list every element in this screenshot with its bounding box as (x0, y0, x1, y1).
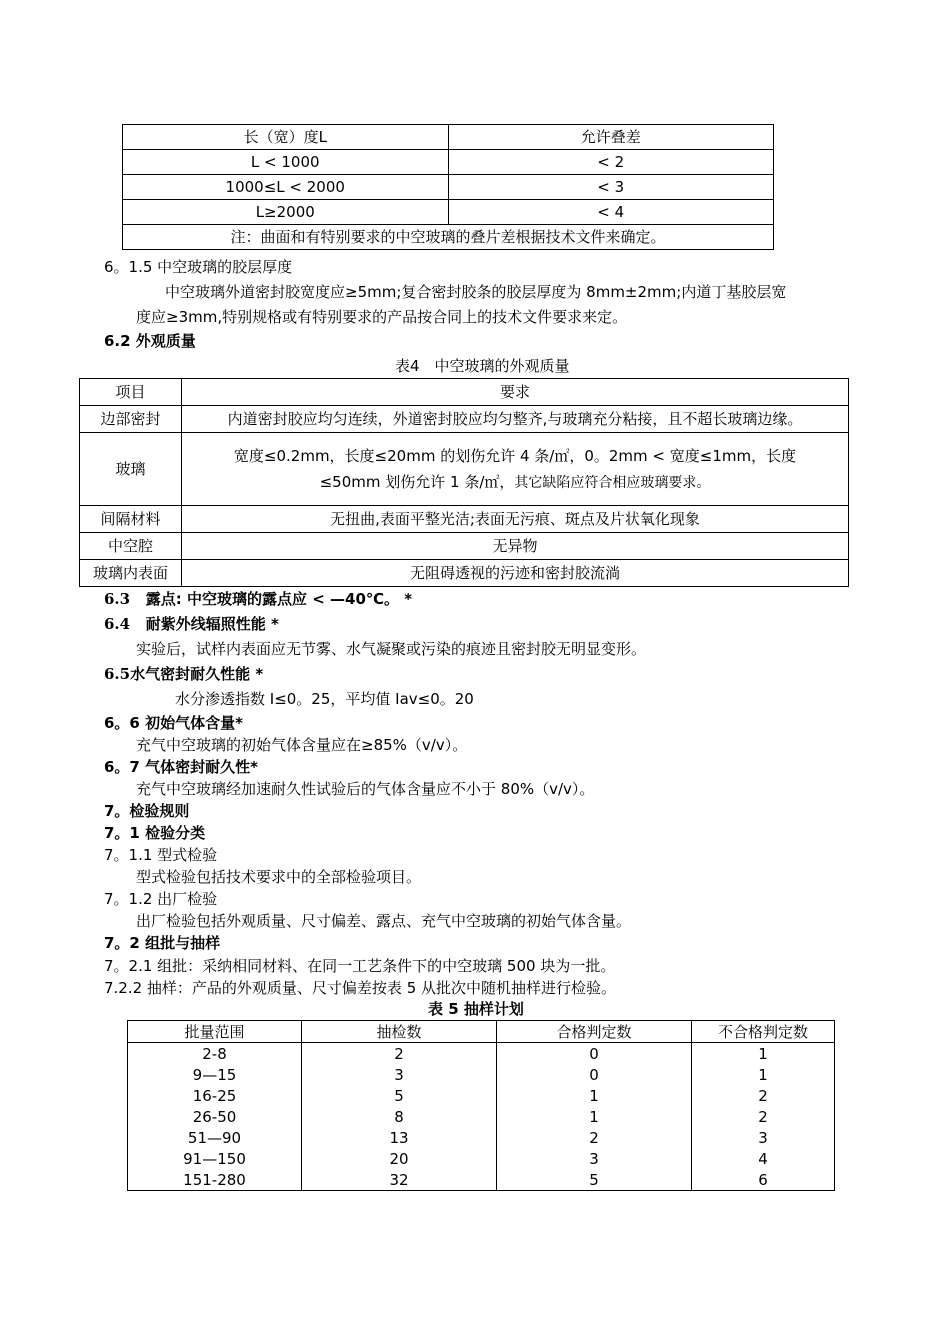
table-cell: 13 (302, 1127, 497, 1148)
table-cell: 无扭曲,表面平整光洁;表面无污痕、斑点及片状氧化现象 (182, 506, 849, 533)
table-cell: L < 1000 (123, 150, 449, 175)
table-cell: < 3 (448, 175, 774, 200)
table-row (123, 150, 774, 175)
table-cell: 1 (497, 1085, 692, 1106)
section-7-1-2-title: 7。1.2 出厂检验 (104, 890, 218, 908)
section-6-3 (104, 589, 412, 609)
table-row (80, 560, 849, 587)
table-cell: 8 (302, 1106, 497, 1127)
lamination-tolerance-table (122, 124, 774, 250)
table-header-cell: 允许叠差 (448, 125, 774, 150)
section-6-5-body: 水分渗透指数 I≤0。25，平均值 Iav≤0。20 (175, 690, 474, 708)
section-number: 6.3 (104, 590, 131, 608)
table-4-caption: 表4 中空玻璃的外观质量 (395, 357, 570, 375)
table-cell: 3 (692, 1127, 835, 1148)
table-cell: 内道密封胶应均匀连续，外道密封胶应均匀整齐,与玻璃充分粘接，且不超长玻璃边缘。 (182, 406, 849, 433)
table-row (128, 1148, 835, 1169)
section-6-5-text: 水气密封耐久性能 * (130, 665, 264, 683)
table-row (80, 406, 849, 433)
table-row (123, 175, 774, 200)
section-6-2-title: 6.2 外观质量 (104, 332, 196, 350)
section-6-6-title: 6。6 初始气体含量* (104, 714, 243, 732)
section-6-4-text: 耐紫外线辐照性能 * (145, 615, 279, 633)
table-cell: 2 (497, 1127, 692, 1148)
table-cell: 无异物 (182, 533, 849, 560)
table-note: 注：曲面和有特别要求的中空玻璃的叠片差根据技术文件来确定。 (123, 225, 774, 250)
section-6-1-5-title: 6。1.5 中空玻璃的胶层厚度 (104, 258, 293, 276)
table-header-cell: 抽检数 (302, 1021, 497, 1043)
table-cell: 0 (497, 1064, 692, 1085)
table-header-row (123, 125, 774, 150)
table-header-row (128, 1021, 835, 1043)
table-row (128, 1085, 835, 1106)
table-header-cell: 长（宽）度L (123, 125, 449, 150)
table-header-row (80, 379, 849, 406)
section-6-1-5-body-line2: 度应≥3mm,特别规格或有特别要求的产品按合同上的技术文件要求来定。 (136, 308, 628, 326)
table-row (128, 1169, 835, 1191)
table-row (123, 200, 774, 225)
section-6-6-body: 充气中空玻璃的初始气体含量应在≥85%（v/v）。 (136, 736, 468, 754)
table-row (128, 1064, 835, 1085)
table-cell: 边部密封 (80, 406, 182, 433)
section-6-7-body: 充气中空玻璃经加速耐久性试验后的气体含量应不小于 80%（v/v）。 (136, 780, 595, 798)
table-header-cell: 项目 (80, 379, 182, 406)
table-cell: 4 (692, 1148, 835, 1169)
section-6-7-title: 6。7 气体密封耐久性* (104, 758, 258, 776)
glass-requirement-note: 其它缺陷应符合相应玻璃要求。 (514, 474, 711, 491)
table-cell: 2 (692, 1106, 835, 1127)
table-cell: 2 (302, 1043, 497, 1065)
section-7-title: 7。检验规则 (104, 802, 190, 820)
section-7-1-2-body: 出厂检验包括外观质量、尺寸偏差、露点、充气中空玻璃的初始气体含量。 (136, 912, 632, 930)
section-number: 6.5 (104, 665, 131, 683)
appearance-quality-table (79, 378, 849, 587)
sampling-plan-table (127, 1020, 835, 1191)
table-cell: 中空腔 (80, 533, 182, 560)
table-row (128, 1043, 835, 1065)
table-cell: < 2 (448, 150, 774, 175)
table-cell (182, 433, 849, 506)
section-7-1-1-title: 7。1.1 型式检验 (104, 846, 218, 864)
table-cell: 16-25 (128, 1085, 302, 1106)
table-cell: L≥2000 (123, 200, 449, 225)
table-cell: 3 (497, 1148, 692, 1169)
section-7-2-title: 7。2 组批与抽样 (104, 934, 221, 952)
table-cell: 3 (302, 1064, 497, 1085)
table-5-caption: 表 5 抽样计划 (428, 1000, 524, 1018)
table-cell: 151-280 (128, 1169, 302, 1191)
section-6-4-body: 实验后，试样内表面应无节雾、水气凝聚或污染的痕迹且密封胶无明显变形。 (136, 640, 647, 658)
table-cell: 32 (302, 1169, 497, 1191)
section-number: 6.4 (104, 615, 131, 633)
table-cell: 间隔材料 (80, 506, 182, 533)
table-header-cell: 要求 (182, 379, 849, 406)
section-6-1-5-body-line1: 中空玻璃外道密封胶宽度应≥5mm;复合密封胶条的胶层厚度为 8mm±2mm;内道丁基胶层宽 (165, 283, 787, 301)
section-6-4 (104, 614, 279, 634)
table-note-row (123, 225, 774, 250)
table-row (80, 533, 849, 560)
table-row (80, 433, 849, 506)
table-cell: 6 (692, 1169, 835, 1191)
table-cell: 2-8 (128, 1043, 302, 1065)
section-7-1-1-body: 型式检验包括技术要求中的全部检验项目。 (136, 868, 422, 886)
table-cell: 无阻碍透视的污迹和密封胶流淌 (182, 560, 849, 587)
table-header-cell: 不合格判定数 (692, 1021, 835, 1043)
glass-requirement-line1: 宽度≤0.2mm，长度≤20mm 的划伤允许 4 条/㎡，0。2mm < 宽度≤1mm，长度 (233, 446, 797, 465)
table-cell: 20 (302, 1148, 497, 1169)
table-row (128, 1127, 835, 1148)
table-cell: 玻璃 (80, 433, 182, 506)
table-header-cell: 批量范围 (128, 1021, 302, 1043)
table-cell: 26-50 (128, 1106, 302, 1127)
table-cell: 1000≤L < 2000 (123, 175, 449, 200)
table-cell: 1 (497, 1106, 692, 1127)
table-cell: 1 (692, 1043, 835, 1065)
section-6-5 (104, 664, 263, 684)
table-row (80, 506, 849, 533)
table-header-cell: 合格判定数 (497, 1021, 692, 1043)
section-7-2-2: 7.2.2 抽样：产品的外观质量、尺寸偏差按表 5 从批次中随机抽样进行检验。 (104, 979, 617, 997)
table-cell: 91—150 (128, 1148, 302, 1169)
section-7-1-title: 7。1 检验分类 (104, 824, 206, 842)
table-cell: < 4 (448, 200, 774, 225)
table-cell: 51—90 (128, 1127, 302, 1148)
table-cell: 5 (497, 1169, 692, 1191)
table-cell: 9—15 (128, 1064, 302, 1085)
table-cell: 0 (497, 1043, 692, 1065)
table-cell: 2 (692, 1085, 835, 1106)
table-cell: 玻璃内表面 (80, 560, 182, 587)
section-6-3-text: 露点: 中空玻璃的露点应 < —40℃。 * (145, 590, 413, 608)
section-7-2-1: 7。2.1 组批：采纳相同材料、在同一工艺条件下的中空玻璃 500 块为一批。 (104, 957, 616, 975)
table-cell: 5 (302, 1085, 497, 1106)
glass-requirement-line2: ≤50mm 划伤允许 1 条/㎡， (319, 472, 515, 491)
table-cell: 1 (692, 1064, 835, 1085)
table-row (128, 1106, 835, 1127)
